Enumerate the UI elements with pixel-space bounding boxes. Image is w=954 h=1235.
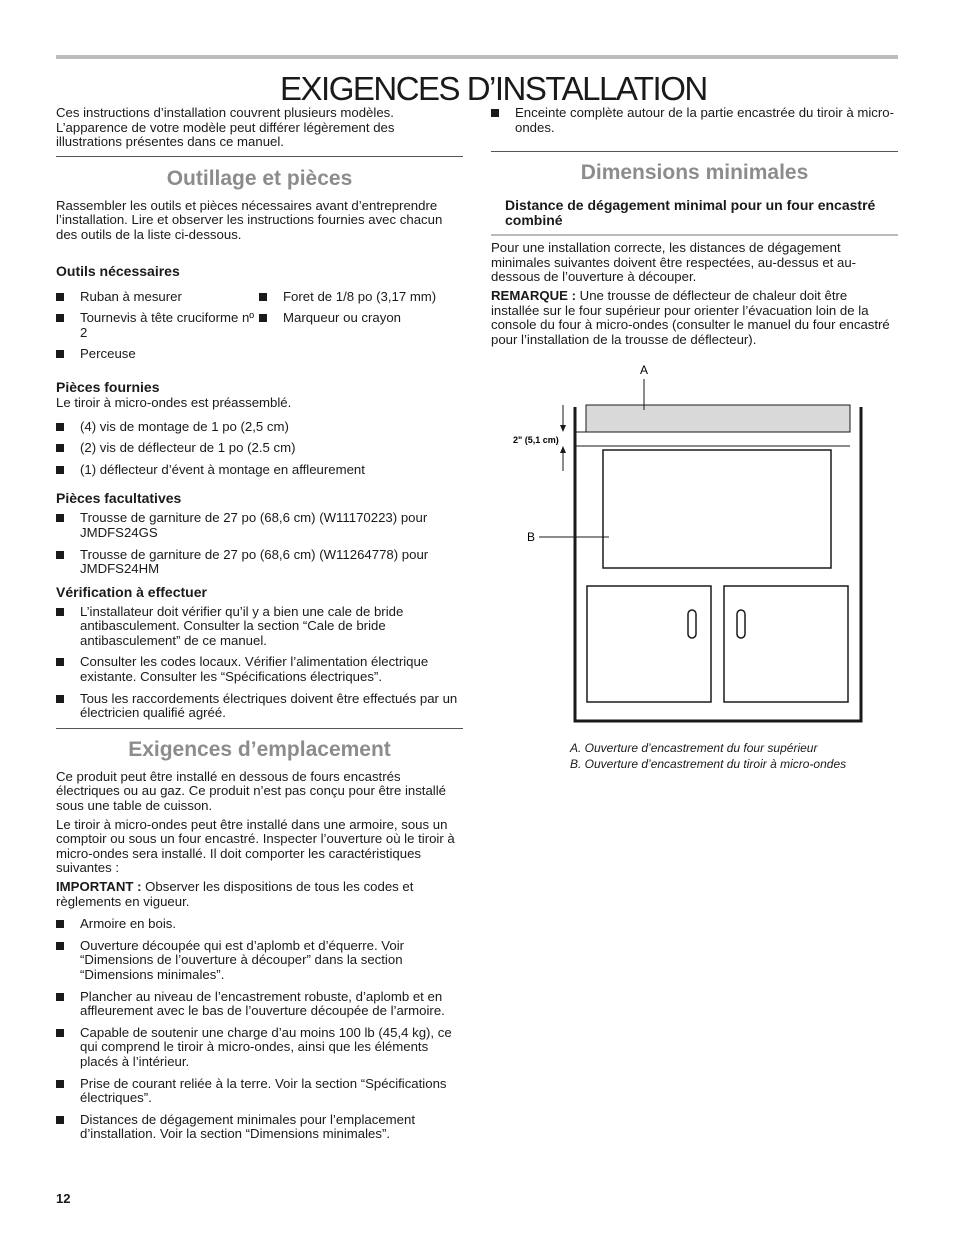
tools-intro: Rassembler les outils et pièces nécessaires avant d’entreprendre l’installation. Lire et observer les instructions fournies avec chacun des outils de la liste ci-dessous.: [56, 197, 443, 242]
list-item: (1) déflecteur d’évent à montage en affleurement: [56, 463, 463, 478]
list-item: Prise de courant reliée à la terre. Voir la section “Spécifications électriques”.: [56, 1077, 463, 1106]
door-handle-right: [737, 610, 745, 638]
microwave-drawer-opening: [603, 450, 831, 568]
callout-b-label: B: [527, 530, 536, 544]
cabinet-door-right: [724, 586, 848, 702]
right-column: [491, 106, 898, 351]
list-item: Trousse de garniture de 27 po (68,6 cm) (W11264778) pour JMDFS24HM: [56, 548, 463, 577]
list-item: (4) vis de montage de 1 po (2,5 cm): [56, 420, 463, 435]
page-title: EXIGENCES D’INSTALLATION: [280, 70, 707, 107]
page-number: 12: [56, 1191, 71, 1206]
list-item: Ouverture découpée qui est d’aplomb et d’équerre. Voir “Dimensions de l’ouverture à découper” dans la section “Dimensions minimales”.: [56, 939, 463, 983]
list-item: Ruban à mesurer: [56, 290, 259, 305]
dimensions-heading: Dimensions minimales: [580, 161, 809, 185]
cabinet-door-left: [587, 586, 711, 702]
list-item: Capable de soutenir une charge d’au moins 100 lb (45,4 kg), ce qui comprend le tiroir à micro-ondes, ainsi que les éléments placés à l’intérieur.: [56, 1026, 463, 1070]
left-column: [56, 106, 463, 1149]
important-text: Observer les dispositions de tous les codes et règlements en vigueur.: [56, 879, 414, 909]
supplied-parts-heading: Pièces fournies: [56, 378, 160, 395]
supplied-parts-list: [56, 420, 463, 478]
check-heading: Vérification à effectuer: [56, 583, 207, 600]
tools-section: [56, 167, 463, 721]
list-item: Foret de 1/8 po (3,17 mm): [259, 290, 463, 305]
figure-captions: [570, 740, 890, 772]
location-para-1: Ce produit peut être installé en dessous de fours encastrés électriques ou au gaz. Ce produit n’est pas conçu pour être installé sous une table de cuisson.: [56, 768, 446, 814]
list-item: Perceuse: [56, 347, 259, 362]
dimension-label: 2" (5,1 cm): [513, 435, 559, 445]
upper-oven-opening: [586, 405, 850, 432]
list-item: Armoire en bois.: [56, 917, 463, 932]
location-requirements-list: [56, 917, 463, 1142]
subheading-divider: [491, 234, 898, 236]
location-para-2: Le tiroir à micro-ondes peut être installé dans une armoire, sous un comptoir ou sous un four encastré. Inspecter l’ouverture où le tiroir à micro-ondes sera installé. Il doit comporter les caractéristiques suivantes :: [56, 816, 455, 876]
location-section: [56, 738, 463, 1142]
required-tools-heading: Outils nécessaires: [56, 262, 180, 279]
list-item: Enceinte complète autour de la partie encastrée du tiroir à micro-ondes.: [491, 106, 898, 135]
required-tools-list: [56, 290, 463, 369]
important-label: IMPORTANT :: [56, 879, 142, 894]
section-divider: [491, 151, 898, 152]
list-item: L’installateur doit vérifier qu’il y a bien une cale de bride antibasculement. Consulter la section “Cale de bride antibasculement” de ce manuel.: [56, 605, 463, 649]
list-item: Marqueur ou crayon: [259, 311, 463, 340]
important-note: [56, 880, 463, 909]
dimension-arrowhead-bottom: [560, 446, 566, 453]
door-handle-left: [688, 610, 696, 638]
section-divider: [56, 728, 463, 729]
dimensions-section: [491, 161, 898, 347]
list-item: Distances de dégagement minimales pour l’emplacement d’installation. Voir la section “Dimensions minimales”.: [56, 1113, 463, 1142]
list-item: Tous les raccordements électriques doivent être effectués par un électricien qualifié agréé.: [56, 692, 463, 721]
dimensions-para: Pour une installation correcte, les distances de dégagement minimales suivantes doivent être respectées, au-dessus et au-dessous de l’ouverture à découper.: [491, 240, 857, 285]
note-text: Une trousse de déflecteur de chaleur doit être installée sur le four supérieur pour orienter l’évacuation loin de la console du four à micro-ondes (consulter le manuel du four encastré pour l’installation de la trousse de déflecteur).: [491, 287, 890, 347]
dimensions-subheading: Distance de dégagement minimal pour un four encastré combiné: [505, 197, 876, 229]
list-item: Trousse de garniture de 27 po (68,6 cm) (W11170223) pour JMDFS24GS: [56, 511, 463, 540]
callout-a-label: A: [639, 363, 649, 377]
list-item: Tournevis à tête cruciforme nº 2: [56, 311, 259, 340]
dimension-arrowhead-top: [560, 425, 566, 432]
intro-text: Ces instructions d’installation couvrent plusieurs modèles. L’apparence de votre modèle peut différer légèrement des illustrations présentes dans ce manuel.: [56, 105, 395, 150]
caption-a: A. Ouverture d’encastrement du four supérieur: [570, 741, 818, 755]
list-item: (2) vis de déflecteur de 1 po (2.5 cm): [56, 441, 463, 456]
checks-list: [56, 605, 463, 721]
location-requirements-continued: [491, 106, 898, 135]
supplied-intro: Le tiroir à micro-ondes est préassemblé.: [56, 394, 292, 410]
caption-b: B. Ouverture d’encastrement du tiroir à micro-ondes: [570, 757, 847, 771]
cabinet-outline: [575, 407, 861, 721]
section-divider: [56, 156, 463, 157]
optional-parts-list: [56, 511, 463, 576]
clearance-diagram: [491, 355, 898, 745]
dimensions-note: [491, 289, 898, 347]
note-label: REMARQUE :: [491, 287, 576, 303]
location-heading: Exigences d’emplacement: [128, 737, 391, 761]
tools-heading: Outillage et pièces: [166, 166, 353, 190]
top-rule: [56, 55, 898, 59]
list-item: Plancher au niveau de l’encastrement robuste, d’aplomb et en affleurement avec le bas de l’ouverture découpée de l’armoire.: [56, 990, 463, 1019]
list-item: Consulter les codes locaux. Vérifier l’alimentation électrique existante. Consulter les “Spécifications électriques”.: [56, 655, 463, 684]
optional-parts-heading: Pièces facultatives: [56, 490, 182, 507]
